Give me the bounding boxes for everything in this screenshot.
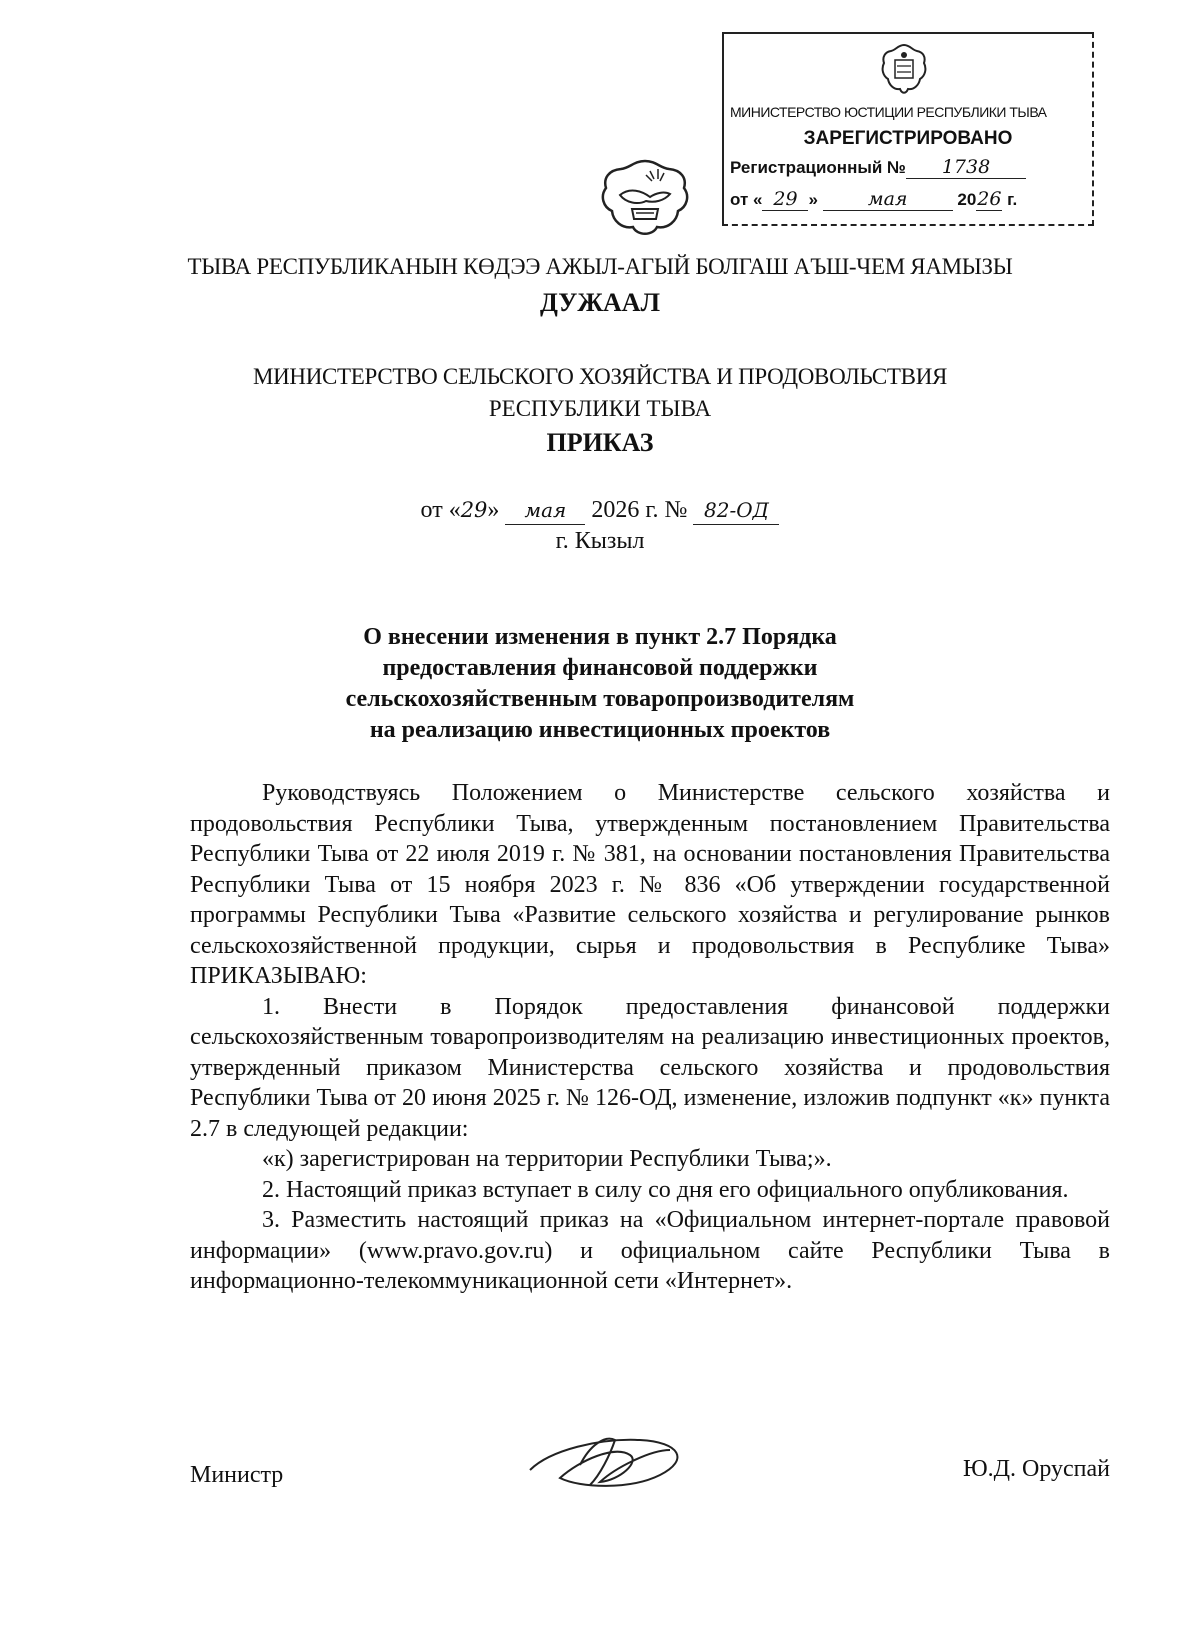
title-line: на реализацию инвестиционных проектов [369,717,831,743]
coat-of-arms-icon [590,157,700,242]
signatory-name: Ю.Д. Оруспай [962,1456,1110,1482]
paragraph-item-2: 2. Настоящий приказ вступает в силу со дня его официального опубликования. [262,1176,1069,1203]
stamp-registration-number [730,156,1026,179]
coat-of-arms-icon [879,42,929,98]
signature-image [520,1420,700,1500]
title-line: сельскохозяйственным товаропроизводителям [345,686,855,712]
order-year: 2026 г. № [591,497,688,523]
paragraph-quote: «к) зарегистрирован на территории Республики Тыва;». [262,1146,832,1172]
stamp-reg-number: 1738 [941,156,991,178]
stamp-date [730,188,1017,211]
ministry-title-line1: МИНИСТЕРСТВО СЕЛЬСКОГО ХОЗЯЙСТВА И ПРОДОВОЛЬСТВИЯ [252,364,948,389]
stamp-ministry: МИНИСТЕРСТВО ЮСТИЦИИ РЕСПУБЛИКИ ТЫВА [730,104,1047,120]
stamp-date-mid: » [808,190,818,209]
stamp-status: ЗАРЕГИСТРИРОВАНО [803,128,1013,149]
order-title [0,622,1200,746]
order-city: г. Кызыл [555,528,645,554]
stamp-date-prefix: от « [730,190,763,209]
registration-stamp [722,32,1094,226]
stamp-date-month: мая [867,188,908,210]
tyva-doc-type: ДУЖААЛ [540,288,660,317]
tyva-ministry-title: ТЫВА РЕСПУБЛИКАНЫН КӨДЭЭ АЖЫЛ-АГЫЙ БОЛГАШ АЪШ-ЧЕМ ЯАМЫЗЫ [187,254,1013,279]
paragraph-preamble: Руководствуясь Положением о Министерстве сельского хозяйства и продовольствия Республики Тыва, утвержденным постановлением Правительства Республики Тыва от 22 июля 2019 г. № 381, на основании постановления Правительства Республики Тыва от 15 ноября 2023 г. № 836 «Об утверждении государственной программы Республики Тыва «Развитие сельского хозяйства и регулирование рынков сельскохозяйственной продукции, сырья и продовольствия в Республике Тыва» ПРИКАЗЫВАЮ: [190,780,1110,989]
order-date-prefix: от « [420,497,461,523]
stamp-year-end: г. [1007,190,1018,209]
stamp-date-day: 29 [773,188,798,210]
signatory-position: Министр [190,1462,284,1488]
order-body [190,778,1110,1297]
doc-type: ПРИКАЗ [546,428,654,457]
order-date-line [0,497,1200,525]
order-date-mid: » [487,497,500,523]
order-number: 82-ОД [704,498,769,522]
paragraph-item-1: 1. Внести в Порядок предоставления финансовой поддержки сельскохозяйственным товаропроизводителям на реализацию инвестиционных проектов, утвержденный приказом Министерства сельского хозяйства и продовольствия Республики Тыва от 20 июня 2025 г. № 126-ОД, изменение, изложив подпункт «к» пункта 2.7 в следующей редакции: [190,993,1110,1142]
paragraph-item-3: 3. Разместить настоящий приказ на «Официальном интернет-портале правовой информации» (www.pravo.gov.ru) и официальном сайте Республики Тыва в информационно-телекоммуникационной сети «Интернет». [190,1207,1110,1294]
stamp-reg-label: Регистрационный № [730,158,906,177]
stamp-year-suffix: 26 [977,188,1002,210]
order-month: мая [524,498,567,522]
ministry-title-line2: РЕСПУБЛИКИ ТЫВА [488,396,712,421]
order-day: 29 [460,498,488,522]
title-line: предоставления финансовой поддержки [382,655,818,681]
title-line: О внесении изменения в пункт 2.7 Порядка [363,624,837,650]
stamp-year-prefix: 20 [957,190,977,209]
